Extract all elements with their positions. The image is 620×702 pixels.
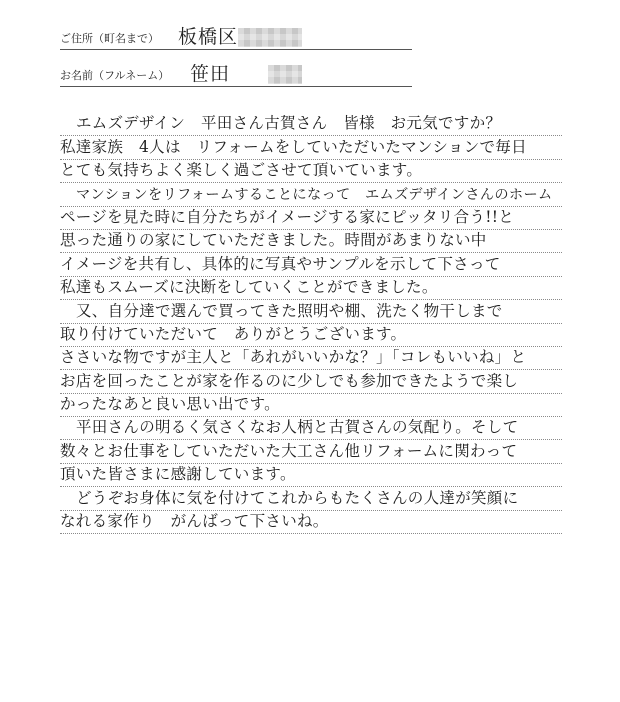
message-line: マンションをリフォームすることになって エムズデザインさんのホーム: [60, 183, 562, 206]
name-value: 笹田: [190, 63, 231, 85]
address-value: 板橋区: [178, 26, 239, 48]
message-line: 又、自分達で選んで買ってきた照明や棚、洗たく物干しまで: [60, 300, 562, 323]
message-line: エムズデザイン 平田さん古賀さん 皆様 お元気ですか？: [60, 113, 562, 136]
message-line: とても気持ちよく楽しく過ごさせて頂いています。: [60, 160, 562, 183]
message-line: 頂いた皆さまに感謝しています。: [60, 464, 562, 487]
address-redaction-mosaic: [238, 28, 302, 47]
message-line: 取り付けていただいて ありがとうございます。: [60, 324, 562, 347]
name-redaction-mosaic: [268, 65, 302, 84]
address-field: [60, 24, 412, 50]
message-line: 平田さんの明るく気さくなお人柄と古賀さんの気配り。そして: [60, 417, 562, 440]
message-body: [60, 113, 562, 534]
message-line: なれる家作り がんばって下さいね。: [60, 511, 562, 534]
name-label: お名前（フルネーム）: [60, 69, 170, 82]
message-line: ページを見た時に自分たちがイメージする家にピッタリ合う!!と: [60, 207, 562, 230]
message-line: ささいな物ですが主人と「あれがいいかな？」「コレもいいね」と: [60, 347, 562, 370]
message-line: お店を回ったことが家を作るのに少しでも参加できたようで楽し: [60, 370, 562, 393]
address-label: ご住所（町名まで）: [60, 32, 159, 45]
message-line: 私達家族 4人は リフォームをしていただいたマンションで毎日: [60, 136, 562, 159]
message-line: 思った通りの家にしていただきました。時間があまりない中: [60, 230, 562, 253]
address-underline: [60, 49, 412, 50]
message-line: どうぞお身体に気を付けてこれからもたくさんの人達が笑顔に: [60, 487, 562, 510]
name-field: [60, 61, 412, 87]
message-line: 数々とお仕事をしていただいた大工さん他リフォームに関わって: [60, 440, 562, 463]
message-line: かったなあと良い思い出です。: [60, 394, 562, 417]
message-line: イメージを共有し、具体的に写真やサンプルを示して下さって: [60, 253, 562, 276]
name-underline: [60, 86, 412, 87]
message-line: 私達もスムーズに決断をしていくことができました。: [60, 277, 562, 300]
